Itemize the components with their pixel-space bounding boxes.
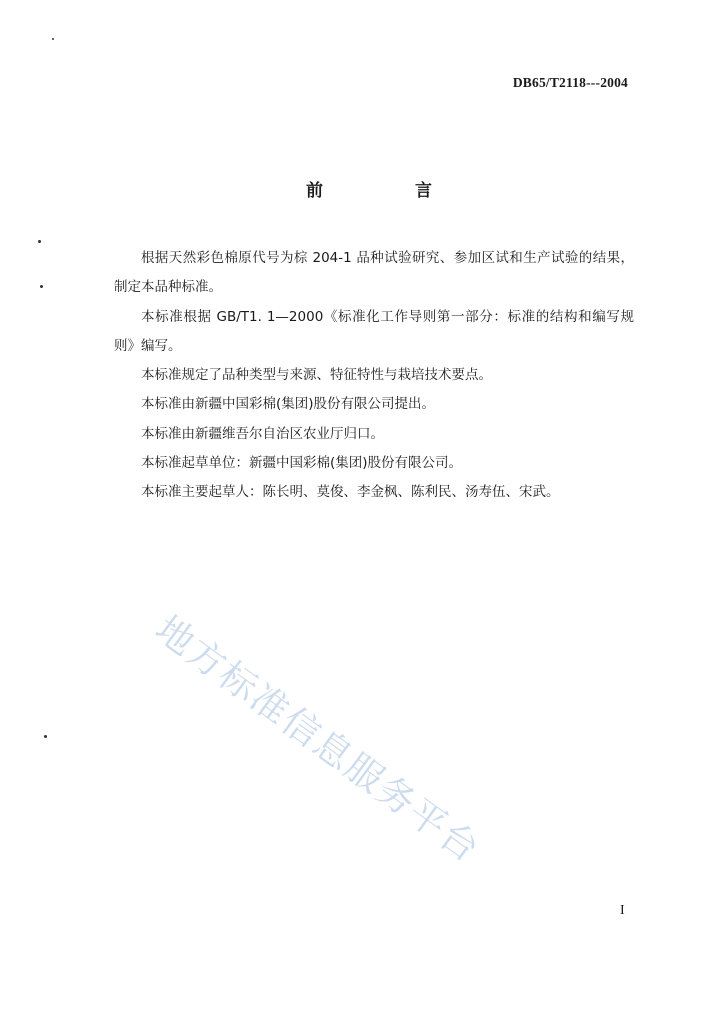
foreword-body xyxy=(114,244,634,508)
paragraph: 本标准由新疆维吾尔自治区农业厅归口。 xyxy=(141,425,384,442)
page-number: I xyxy=(620,903,625,918)
paragraph: 本标准根据 GB/T1. 1—2000《标准化工作导则第一部分：标准的结构和编写规则》编写。 xyxy=(114,308,634,354)
watermark: 地方标准信息服务平台 xyxy=(147,607,489,872)
standard-code: DB65/T2118---2004 xyxy=(512,75,628,90)
scan-speck xyxy=(38,240,41,243)
scan-speck xyxy=(52,38,54,40)
scan-speck xyxy=(40,285,43,288)
paragraph: 本标准规定了品种类型与来源、特征特性与栽培技术要点。 xyxy=(141,367,492,384)
paragraph: 本标准由新疆中国彩棉(集团)股份有限公司提出。 xyxy=(141,396,436,413)
title-char-2: 言 xyxy=(415,181,432,201)
title-char-1: 前 xyxy=(306,181,323,201)
page-title xyxy=(306,176,432,201)
paragraph: 根据天然彩色棉原代号为棕 204-1 品种试验研究、参加区试和生产试验的结果，制定本品种标准。 xyxy=(114,250,634,296)
scan-speck xyxy=(44,735,47,738)
paragraph: 本标准主要起草人：陈长明、莫俊、李金枫、陈利民、汤寿伍、宋武。 xyxy=(141,484,560,501)
paragraph: 本标准起草单位：新疆中国彩棉(集团)股份有限公司。 xyxy=(141,455,463,472)
